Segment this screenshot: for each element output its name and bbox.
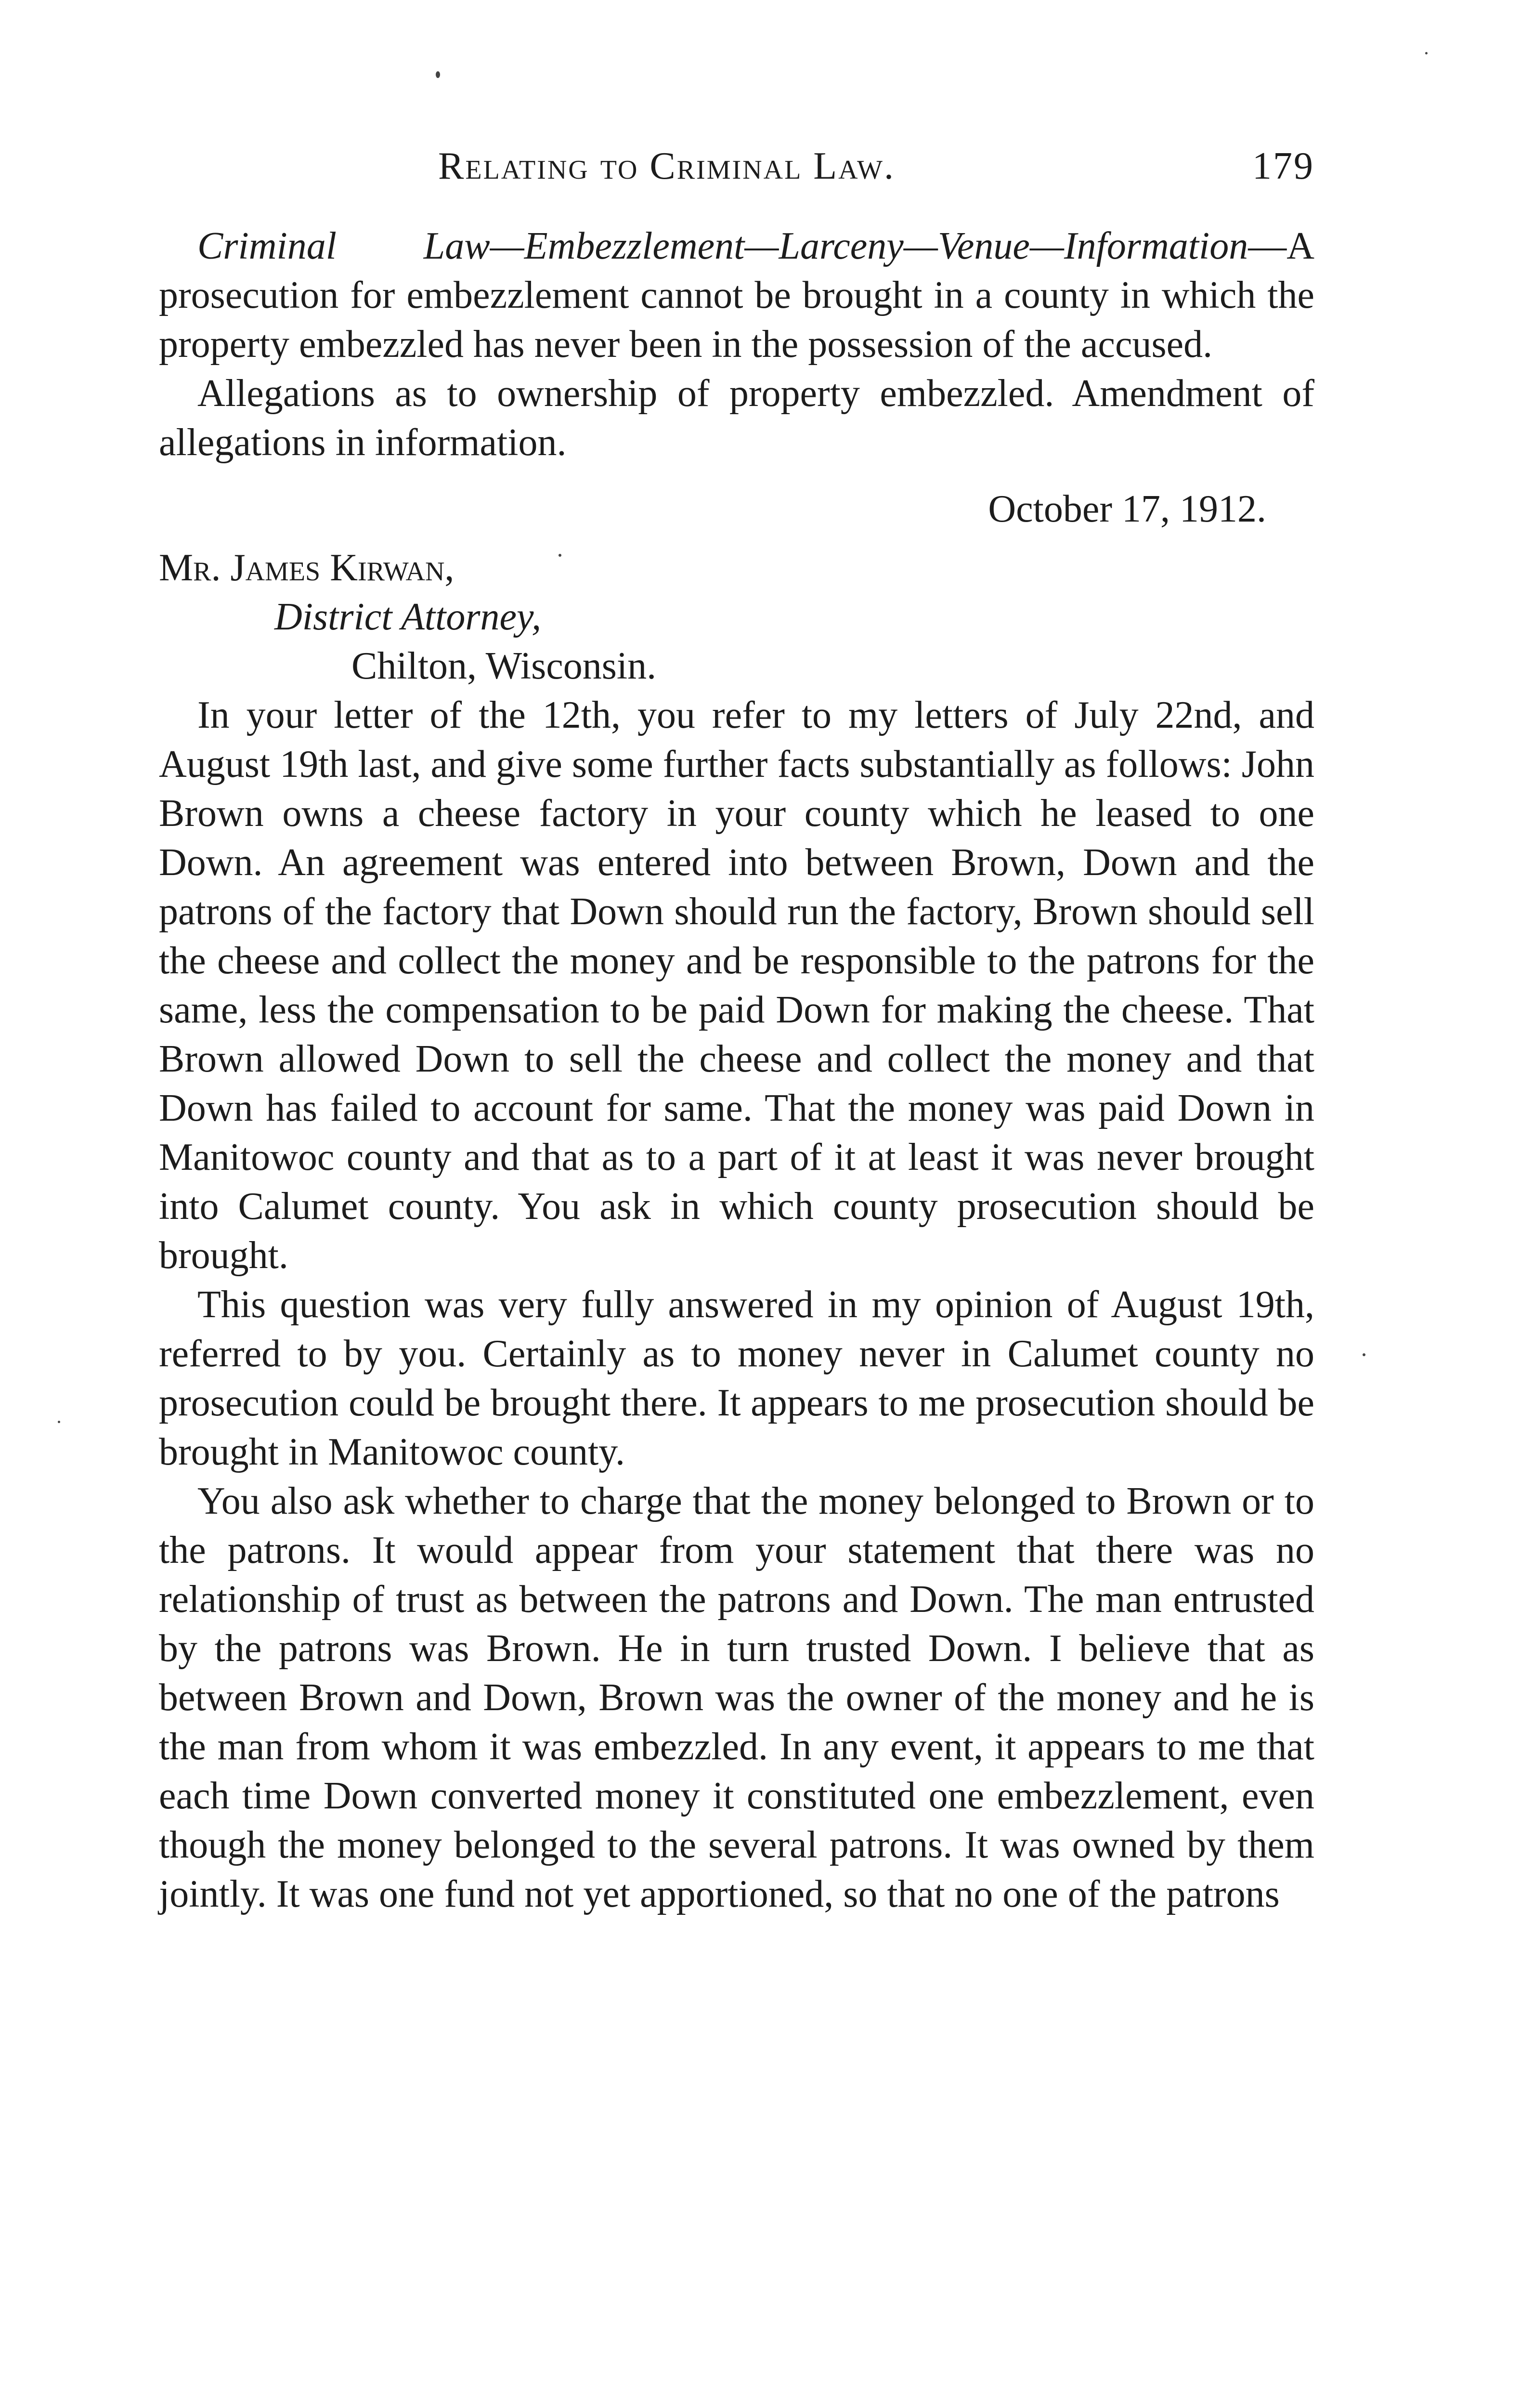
addressee-name: Mr. James Kirwan, [159,547,455,589]
scan-speck [1363,1353,1365,1356]
body-paragraph-3: You also ask whether to charge that the money belonged to Brown or to the patrons. It would appear from your statement that there was no relationship of trust as between the patrons and Down. The man entrusted by the patrons was Brown. He in turn trusted Down. I believe that as between Brown and Down, Brown was the owner of the money and he is the man from whom it was embezzled. In any event, it appears to me that each time Down converted money it constituted one embezzlement, even though the money belonged to the several patrons. It was owned by them jointly. It was one fund not yet apportioned, so that no one of the patrons [159,1480,1314,1915]
scan-speck [559,554,561,557]
addressee-place: Chilton, Wisconsin. [351,645,657,687]
addressee-title: District Attorney, [274,596,542,638]
scan-speck [1425,52,1428,54]
headnote-note: Allegations as to ownership of property embezzled. Amendment of allegations in information. [159,372,1314,464]
running-header [159,144,1314,202]
headnote [159,222,1314,467]
document-page [159,144,1314,1919]
addressee-block [159,543,1314,691]
letter-body [159,691,1314,1919]
headnote-summary-paragraph [159,222,1314,369]
headnote-summary: —A prosecution for embezzlement cannot be brought in a county in which the property embezzled has never been in the possession of the accused. [159,225,1314,366]
letter-date: October 17, 1912. [988,488,1266,530]
running-title: Relating to Criminal Law. [438,145,895,187]
body-paragraph-2: This question was very fully answered in my opinion of August 19th, referred to by you. Certainly as to money never in Calumet county no prosecution could be brought there. It appears to me prosecution should be brought in Manitowoc county. [159,1283,1314,1473]
scan-speck [436,71,440,78]
scan-speck [58,1421,60,1423]
headnote-title: Criminal Law—Embezzlement—Larceny—Venue—Information [197,225,1248,267]
page-number: 179 [1252,145,1314,187]
body-paragraph-1: In your letter of the 12th, you refer to my letters of July 22nd, and August 19th last, and give some further facts substantially as follows: John Brown owns a cheese factory in your county which he leased to one Down. An agreement was entered into between Brown, Down and the patrons of the factory that Down should run the factory, Brown should sell the cheese and collect the money and be responsible to the patrons for the same, less the compensation to be paid Down for making the cheese. That Brown allowed Down to sell the cheese and collect the money and that Down has failed to account for same. That the money was paid Down in Manitowoc county and that as to a part of it at least it was never brought into Calumet county. You ask in which county prosecution should be brought. [159,694,1314,1277]
